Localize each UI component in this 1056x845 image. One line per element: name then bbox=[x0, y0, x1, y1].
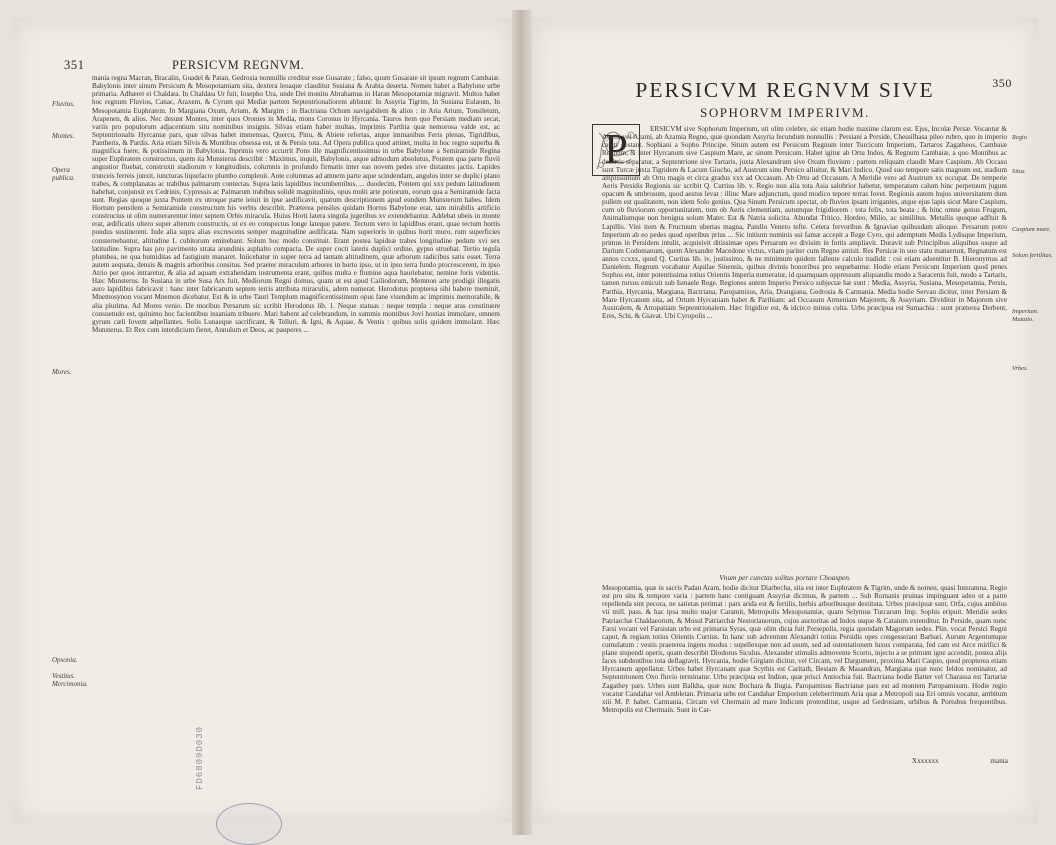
page-fold bbox=[512, 10, 532, 835]
library-stamp bbox=[216, 803, 282, 845]
margin-note: Vestitus. Mercimonia. bbox=[52, 672, 88, 688]
page-subtitle: SOPHORVM IMPERIVM. bbox=[700, 105, 870, 120]
right-page bbox=[532, 18, 1053, 823]
body-text-right-lower: Mesopotamia, quæ in sacris Padan Aram, hodie dicitur Diarbecha, sita est inter Euphratem & Tigrim, unde & nomen, quasi Interamna. Regio est pro situ & tempore varia : partem hanc contiguam Assyriæ dicimus, & partem ... Sub Romanis pruinas impinguant adeo ut a patre repellenda sint pecora, ne satietas perimat : pars arida est & fertilis, herbis arboribusque destituta. Urbes præcipuæ sunt, Orfa, cujus ambitus vii mill. pass. & hac ipsa multo major Caramit, Metropolis Mesopotamiæ, quam Selymus Turcarum Imp. Sophis eripuit. Meridie sedes Patriarchæ Chaldaeorum, & Mosul Patriarchæ Nestorianorum, cujus auctoritas ad Indos usque & Cataium extenditur. In Perside, quam nunc Farsi vocant vel Farsistan urbs est primaria Syras, quæ olim dicta fuit Persepolis, regia quondam Magorum sedes. Plin. vocat Persici Regni caput, & regiam totius Orientis Curtius. In hanc sub adventum Alexandri totius Persidis opes congesserant Barbari. Aurum Argentumque cumulatum : vestis praeterea ingens modus : supellexque non ad usum, sed ad ostentationem luxus comparata, fed cam est Arce mirifici & plane stupendi operis, quam describit Diodorus Siculus. Alexander stimulis admovente Scorto, injecto a se primum igne accendit, postea alijs faces subdentibus tota deflagravit. Hyrcania, hodie Girgiam dicitur, vel Circam, vel Dargument, proxima Mari Caspio, quod propterea etiam Hyrcanum appellatur. Urbes habet Hyrcanam quæ Scythis est Caritath, Bestam & Masandran, Margiana quæ nunc Ieldos nominatur, ad Septentrionem Oxo fluvio terminatur. Urbs præcipua est Indion, quæ prisci Antiochia fuit. Bactriana hodie Batter vel Charassa est Tartariæ Zagathey pars. Urbes sunt Balkha, quæ nunc Bochara & Ilugia. Paropamisus Bactrianæ pars est ad montem Paropamisum. Hodie regio vocatur Candahar vel Ambletan. Primaria urbs est Candahar Emporium celeberrimum Aria quæ a Metropoli sua Eri omnis vocatur, ambitum xiii M. P. habet. Carmania, Circam vel Chermain ad mare Indicum protenditur, usque ad Gedrosiam, urbibus & Portubus frequentibus. Metropolis est Chermain. Sunt in Car- bbox=[602, 584, 1009, 714]
page-title: PERSICVM REGNVM SIVE bbox=[635, 78, 935, 102]
margin-note: Caspium mare. bbox=[1012, 226, 1051, 233]
margin-note: Opera publica. bbox=[52, 166, 75, 182]
page-number-left: 351 bbox=[64, 58, 85, 72]
body-text-right-upper: ERSICVM sive Sophorum Imperium, uti olim celebre, sic etiam hodie maxime clarum est. Ejus, Incolæ Persæ. Vocantur & Ayemi vel Azami, ab Azamia Regno, quæ quondam Assyria fecundum nonnullis : Persiani a Perside, Chessilbasa pileo rubro, quo in imperio capiti gestant. Sophiani a Sopho Principe. Situm autem est Persicum Regnum inter Turcicum Imperium, Tartaros Zagatheos, Cambaiæ Regnum, & inter Hyrcanum sive Caspium Mare, ac sinum Persicum. Habet igitur ab Ortu Indos, & Regnum Cambaiæ, a quo Montibus ac desertis separatur, a Septentrione sive Tartaris, juxta Alexandrum sive Oxum fluvium : partem reliquam claudit Mare Caspium. Ab Occasu sunt Turcæ juxta Tigridem & Lacum Giocho, ad Austrum sinu Persico alluitur, & Mari Indico. Quod suo tempore satis magnum est, stadium amplissimum ab Ortu magis et circa gradus xxx ad Occasum. Ab Ortu ad Occasum. A Meridie vero ad Austrum xx occupat. De temperie Aeris Persidis Regionis sic scribit Q. Curtius lib. v. Regio non alia tota Asia salubrior habetur, temperatum calum hinc perpetuum jugum opacum & umbrosum, quod aestus levat : illinc Mare adjunctum, quod modico tepore terras fovet. Regionis autem hujus universitatem dum pullem est qualitatem, non idem Solo genius. Qua Sinum Persicum spectat, ob fluvios ipsam irrigantes, atque ejus lapis sicut Mare Caspium, cum ob fluviorum opportunitatem, tum ob Aeris clementiam, autumque frigidiorem : tota felix, tota beata ; & hinc omne genus Frugum, Animaliumque non benigna solum Mater. Est & Natria solicita. Abundat Tritico. Hordeo, Milio, ac similibus. Metallis quoque adfluit & Lapillis. Vini item & Fructuum ubertas magna, Patullo Veneto tefte. Cetera fervoribus & Ignaviae quibusdam alioque. Persarum potro Imperium ab eo pedes quod operibus prius ... Sic initium nominis sui famæ accepit a Rege Cyro, qui ademptum Medis Lydisque Imperium, primus in Persidem intulit, acquisivit ditissimae opes Persarum eo divisim in fortis ampliavit. Duravit sub Principibus aliquibus usque ad Darium Codomanum, quem Alexander Macedone victus, vitam pariter cum Regno amisit. Res Persicæ in suo statu manserunt, Regnatum est annos ccxxx, quod Q. Curtius lib. iv, justissimo, & ne minimum quidem fallente calculo tradidit : cui etiam adsentitur B. Hieronymus ad Danielem. Regnum vocabatur Aquilae Sinensis, quibus divinis honoribus pro sequebantur. Hodie etiam Persicum Imperium quod penes Sophos est, inter potentissima totius Orientis Imperia numeratur, id quamquam oppressum aliquandiu modo a Saracenis fuit, modo a Tartaris, tamen rursus emicuit sub Ismaele Rege. Regiones autem Imperio Persico subjectæ hæ sunt : Media, Assyria, Susiana, Mesopotamia, Persis, Parthia, Hyrcania, Margiana, Bactriana, Paropamisus, Aria, Drangiana, Gedrosia & Carmania. Media hodie Servan dicitur, inter Persiam & Mare Hyrcanum sita, ad Ortum Hyrcaniam habet & Parthiam: ad Occasum Armeniam Majorem, & Assyriam. Dividitur in Majorem sive Australem, & Atropatiam Septentrionalem. Hæc frigidior est, & idcirco minus culta. Urbs præcipua est Sumachia : sunt præterea Derbent, Eres, Schi, & Giavat. Ubi Cyropolis ... bbox=[602, 125, 1009, 320]
margin-note: Solum fertilitas. bbox=[1012, 252, 1053, 259]
running-title-left: PERSICVM REGNVM. bbox=[172, 58, 305, 72]
verse-line: Vnum per cunctas solitus portare Choaspen. bbox=[719, 573, 851, 582]
body-text-left: mania regna Macran, Bracalin, Guadel & Patan, Gedrosia nonnullis creditur esse Gusarate ; falso, quum Gusarate sit ipsum regnum Cambaiæ. Babylonis inter sinum Persicum & Mesopotamiam sita, dextera leuaque clauditur Susiana & Arabia deserta. Nomen habet a Babylone urbe primaria. Adhæret ei Chaldæa. In Chaldæa Ur fuit, Iosepho Ura, unde Dei monitu Abrahamus in Haran Mesopotamiæ migravit. Multos habet hoc regnum Fluvios, Canac, Araxem, & Cyrum qui Mediæ partem Septentrionaliorem abluunt: In Assyria Tigrim, In Susiana Eulæum, In Mesopotamia Euphratem. In Margiana Oxum, Arium, & Margim : in Bactriana Ochum navigabilem & alios : in Aria Arium, Tonsiletum, Arapenen, & alios. Nec desunt Montes, inter quos Orontes in Media, mons Coronus in Hyrcania. Tauros item quo Persiam mediam secat, variis pro populorum adjacentium situ nominibus insignis. Silvas etiam habet multas, imprimis Parthia quæ nemorosa valde est, ac Septentrionalis Hyrcaniæ pars, quæ silvas habet immensas, Quercu, Pinu, & Abiete refertas, atque immanibus Feris plenas, Tigridibus, Pantheris, & Pardis. Aria etiam Silvis & Montibus obsessa est, ut & Persis tota. Ad Opera publica quod attinet, multa in hoc regno superba & magnifica fuere, & potissimum in Babylonia. Inprimis vero accurrit Pons ille magnificentissimus in urbe Babylone a Semiramide Regina super Euphratem constructus, quem ita Munsterus describit : Maximus, inquit, Babylonis, atque admodum absolutus, Pontem qua parte fluvii angustior fluebat, construxit stadiorum v longitudinis, columnis in profundo firmatis inter eas novem pedes sive distantes jactis. Lapides trunceis ferreis junxit, iuncturas liquefacto plumbo compleuit. Ante columnas ad amnem parte aque scindendam, angulos inter se duplici plano trabes, & complanatas ac trabibus palmarum contectas. Supra latis lapidibus incumbentibus, ... duodecim, Pontem qui xxx pedum latitudinem habebat, conjunxit ex Cedrinis, Cypressis ac Palmarum trabibus solidè magnitudinis, opus multi arte potiorum, eorum qua a Semiramide facta sunt. Regias quoque juxta Pontem ex utroque parte ieiuit in ipse aedificavit, quarum descriptionem apud eundem Munsterum habes. Idem Hortum pensilem a Semiramide constructum his verbis describit. Præterea pensiles quidam Hortus Babylone erat, tam mirabilis artificio constructus ut olim numerarentur inter septem Orbis miracula. Huius Horti latera singula jugeribus xv extendebantur. Addebat ubeis in monte erat, ædificatis ultero super alterum constructis, ut ex eo conspectus longe lateque patere. Tectum vero in lapidibus erant, quae tectum hortis pondus sustinerent. Inde alia supra alias excrescens semper magnitudine aedificata. Nam superioris in quibus horti muro, rum superficies consternebantur, altitudine L cubitorum eminebant. Solum hoc modo constituit. Erant postea lapideæ trabes longitudine pedum xvi sex latitudine. Supra has pro pavimento strata arundinis asphalto compacta. De super cocti lateris duplici ordine, gypso struebat. Tertio tegula plumbea, ne qua humiditas ad fastigium manaret. Iniicebatur in super terra ad tantam altitudinem, quæ arborum radicibus satis esset. Terra autem aequata, densis & magnis arboribus consitus. Sed praeter miraculum arbores in horto ipso, ut in ipso terra fundo procrescerent, in ipso Atrio per quos intraretur, & alia ad aquam extrahendam instrumenta erant, quibus multa e flumine aqua hauriebatur, nemine foris videntis. Hæc Munsterus. In Susiana in urbe Susa Arx fuit, Mediorum Regni domus, quam ut est apud Cailiodorum, Memnon arte prodigii illegatis auro lapidibus fabricavit : hanc inter fabricarum septem terris attributa miraculis, adem numerat. Herodotus propterea sibi habere meminit, Mnemosynon vocant Mnemon dicebatur. Est & in urbe Tauri Templum magnificentissimum opus fane visendum ac imprimis memorabile, & alia plurima. Ad Mores venio. De moribus Persarum sic scribit Herodotus lib. 1. Neque statuas : neque templa : neque aras constituere consuetudo est, quinimo hoc facientibus insaniam tribuere. Mari habent ad celebrandum, in summis montibus Jovi hostias immolare, omnem gyrum cæli Iovem adpellantes. Solis Lunaeque sacrificant, & Telluri, & Igni, & Aquae, & Ventis : quibus solis quidem immolant. Hæc Munsterus. Et Rex cum interdicium fieret, Annulum et Deos, ac pauperes ... bbox=[92, 74, 502, 334]
margin-note: Fluvius. bbox=[52, 100, 75, 108]
margin-note: Montes. bbox=[52, 132, 75, 140]
catchword: Xxxxxxx mania bbox=[911, 757, 1008, 765]
page-number-right: 350 bbox=[992, 76, 1012, 90]
margin-note: Opsonia. bbox=[52, 656, 78, 664]
initial-letter: P bbox=[604, 127, 628, 173]
inventory-number: FD6809D030 bbox=[195, 725, 205, 790]
margin-note: Vrbes. bbox=[1012, 365, 1029, 372]
margin-notes-right bbox=[1012, 128, 1056, 548]
margin-note: Regio bbox=[1012, 134, 1027, 141]
margin-note: Imperium. Mutatio. bbox=[1012, 308, 1039, 323]
left-page bbox=[12, 18, 512, 823]
margin-note: Mores. bbox=[52, 368, 72, 376]
margin-notes-left bbox=[52, 78, 94, 738]
margin-note: Situs. bbox=[1012, 168, 1027, 175]
